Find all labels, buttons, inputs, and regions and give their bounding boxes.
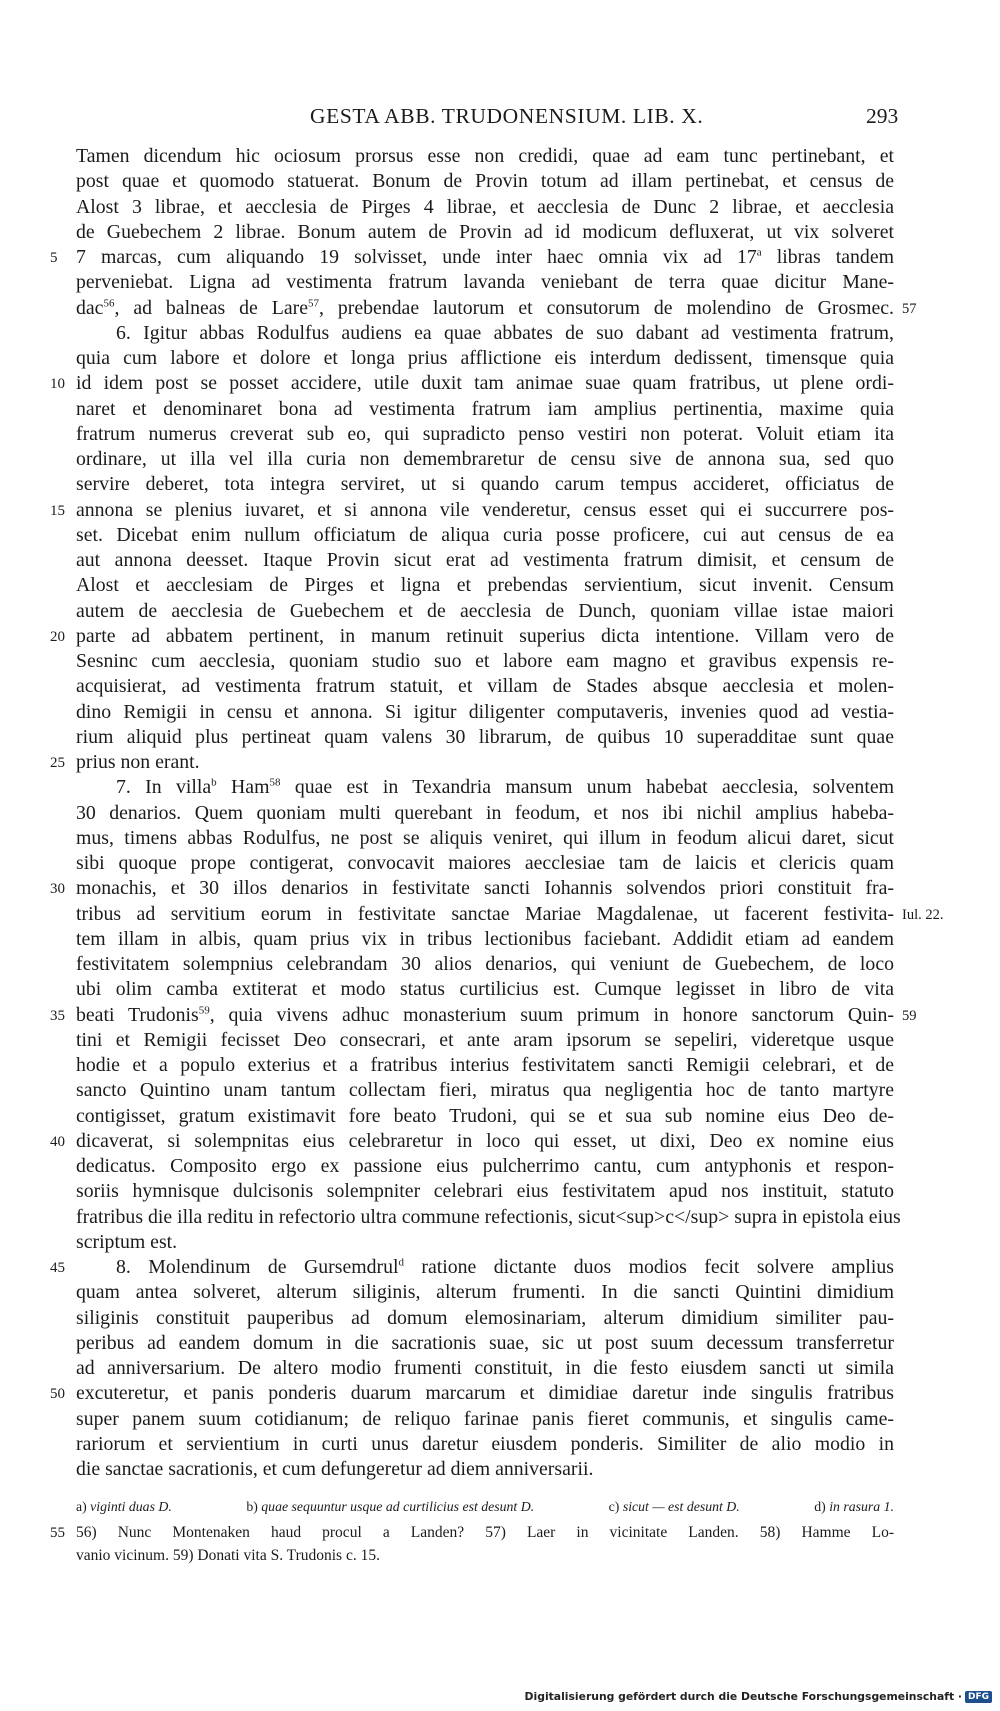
line-text: dedicatus. Composito ergo ex passione eius pulcherrimo cantu, cum antyphonis et respon- [76, 1155, 894, 1177]
line-number: 50 [50, 1386, 65, 1403]
line-number: 40 [50, 1133, 65, 1150]
line-text: super panem suum cotidianum; de reliquo farinae panis fieret communis, et singulis came- [76, 1407, 894, 1430]
line-text: ubi olim camba extiterat et modo status curtilicius est. Cumque legisset in libro de vita [76, 978, 894, 1001]
text-line [76, 977, 894, 1002]
line-text: dac$^{56}$, ad balneas de Lare$^{57}$, prebendae lautorum et consutorum de molendino de Grosmec. [76, 296, 894, 319]
margin-note: 57 [902, 300, 917, 317]
text-line [50, 498, 894, 523]
letter-footnotes [76, 1495, 894, 1517]
text-line [76, 195, 894, 220]
line-text: ad anniversarium. De altero modio frumenti constituit, in die festo eiusdem sancti ut simila [76, 1357, 894, 1379]
line-text: dicaverat, si solempnitas eius celebraretur in loco qui esset, ut dixi, Deo ex nomine eius [76, 1129, 894, 1152]
line-number: 25 [50, 755, 65, 771]
line-text: tini et Remigii fecisset Deo consecrari, et ante aram ipsorum se sepeliri, videretque usque [76, 1028, 894, 1051]
text-line [76, 1028, 894, 1053]
text-line [50, 1381, 894, 1406]
text-line [76, 548, 894, 573]
line-text: rariorum et servientium in curti unus daretur eiusdem ponderis. Similiter de alio modio in [76, 1432, 894, 1455]
line-text: aut annona deesset. Itaque Provin sicut erat ad vestimenta fratrum dimisit, et censum de [76, 549, 894, 571]
text-line [76, 169, 894, 194]
line-text: acquisierat, ad vestimenta fratrum statuit, et villam de Stades absque aecclesia et molen- [76, 675, 894, 698]
text-line [76, 700, 894, 725]
text-line [76, 1432, 894, 1457]
line-number: 20 [50, 628, 65, 645]
line-text: contigisset, gratum existimavit fore beato Trudoni, qui se et sua sub nomine eius Deo de- [76, 1104, 894, 1127]
text-line [76, 1104, 894, 1129]
line-number: 5 [50, 250, 58, 266]
text-line [76, 1280, 894, 1305]
line-text: fratribus die illa reditu in refectorio ultra commune refectionis, sicut<sup>c</sup> supra in epistola eius [76, 1205, 901, 1228]
text-line [50, 1003, 917, 1028]
line-text: post quae et quomodo statuerat. Bonum de Provin totum ad illam pertinebat, et census de [76, 170, 894, 193]
line-text: sibi quoque prope contigerat, convocavit maiores aecclesiae tam de laicis et clericis quam [76, 852, 894, 874]
text-line [50, 371, 894, 396]
line-text: 30 denarios. Quem quoniam multi querebant in feodum, et nos ibi nichil amplius habeba- [76, 801, 894, 824]
line-text: monachis, et 30 illos denarios in festivitate sancti Iohannis solvendos priori constituit fra- [76, 877, 894, 900]
main-text [50, 144, 944, 1482]
line-text: 8. Molendinum de Gursemdrul$^d$ ratione dictante duos modios fecit solvere amplius [116, 1256, 894, 1278]
line-text: scriptum est. [76, 1230, 178, 1253]
text-line [76, 725, 894, 750]
line-text: 7. In villa$^b$ Ham$^{58}$ quae est in Texandria mansum unum habebat aecclesia, solventem [116, 776, 894, 799]
line-number: 35 [50, 1007, 65, 1024]
text-line [50, 1129, 894, 1154]
text-line [76, 422, 894, 447]
line-number: 55 [50, 1525, 65, 1541]
text-line [76, 674, 894, 699]
running-title: GESTA ABB. TRUDONENSIUM. LIB. X. [310, 104, 704, 128]
text-line [50, 750, 894, 775]
line-text: Alost 3 librae, et aecclesia de Pirges 4 librae, et aecclesia de Dunc 2 librae, et aecclesia [76, 195, 894, 218]
line-text: beati Trudonis$^{59}$, quia vivens adhuc monasterium suum primum in honore sanctorum Quin- [76, 1003, 895, 1026]
text-line [76, 599, 894, 624]
text-line [50, 876, 894, 901]
line-text: prius non erant. [76, 751, 200, 773]
running-header [0, 104, 1000, 134]
numbered-footnote-line: vanio vicinum. 59) Donati vita S. Trudonis c. 15. [76, 1547, 380, 1564]
text-line [76, 346, 894, 371]
text-line [76, 447, 894, 472]
dfg-logo: DFG [965, 1691, 992, 1703]
text-line [76, 1356, 894, 1381]
line-text: ordinare, ut illa vel illa curia non demembraretur de censu sive de annona sua, sed quo [76, 448, 894, 470]
text-line [76, 1306, 894, 1331]
line-text: sancto Quintino unam tantum collectam fieri, miratus qua negligentia hoc de tanto martyre [76, 1079, 894, 1102]
line-text: set. Dicebat enim nullum officiatum de aliqua curia posse proficere, cui aut census de ea [76, 523, 894, 546]
footnote-b: b) quae sequuntur usque ad curtilicius est desunt D. [246, 1499, 535, 1514]
text-line [50, 245, 894, 270]
line-text: tribus ad servitium eorum in festivitate sanctae Mariae Magdalenae, ut facerent festivita- [76, 902, 894, 925]
line-number: 45 [50, 1260, 65, 1276]
text-line [76, 1179, 894, 1204]
text-line [76, 775, 894, 800]
line-text: dino Remigii in censu et annona. Si igitur diligenter computaveris, invenies quod ad vestia- [76, 700, 894, 723]
line-text: annona se plenius iuvaret, et si annona vile venderetur, census esset qui ei succurrere pos- [76, 498, 894, 521]
line-text: rium aliquid plus pertineat quam valens 30 librarum, de quibus 10 superadditae sunt quae [76, 725, 894, 748]
margin-note: 59 [902, 1007, 917, 1024]
line-text: 7 marcas, cum aliquando 19 solvisset, unde inter haec omnia vix ad 17$^a$ libras tandem [76, 246, 894, 268]
text-line [76, 296, 917, 321]
footnote-a: a) viginti duas D. [76, 1499, 172, 1514]
footnote-d: d) in rasura 1. [814, 1499, 894, 1514]
text-line [76, 270, 894, 295]
text-line [76, 927, 894, 952]
line-text: servire deberet, tota integra serviret, ut si quando carum tempus accideret, officiatus de [76, 473, 894, 496]
line-text: quam antea solveret, alterum siliginis, alterum frumenti. In die sancti Quintini dimidium [76, 1281, 894, 1304]
line-text: id idem post se posset accidere, utile duxit tam animae suae quam fratribus, ut plene ordi- [76, 372, 894, 395]
line-text: soriis hymnisque dulcisonis solempniter celebrari eius festivitatem apud nos instituit, statuto [76, 1180, 894, 1203]
line-number: 30 [50, 881, 65, 898]
line-text: tem illam in albis, quam prius vix in tribus lectionibus faciebant. Addidit etiam ad eandem [76, 927, 894, 950]
margin-note: Iul. 22. [902, 906, 944, 923]
line-text: de Guebechem 2 librae. Bonum autem de Provin ad id modicum defluxerat, ut vix solveret [76, 220, 894, 243]
line-text: excuteretur, et panis ponderis duarum marcarum et dimidiae daretur inde singulis fratribus [76, 1382, 894, 1405]
text-line [76, 801, 894, 826]
text-line [76, 321, 894, 346]
text-line [50, 624, 894, 649]
line-text: fratrum numerus creverat sub eo, qui supradicto penso vestiri non poterat. Voluit etiam ita [76, 422, 894, 445]
text-line [76, 1407, 894, 1432]
text-line [76, 397, 894, 422]
text-line [76, 1457, 894, 1482]
page-number: 293 [866, 104, 899, 128]
line-text: peribus ad eandem domum in die sacrationis suae, sic ut post suum decessum transferretur [76, 1331, 894, 1354]
line-number: 10 [50, 376, 65, 393]
footnote-c: c) sicut — est desunt D. [608, 1499, 740, 1514]
line-text: Alost et aecclesiam de Pirges et ligna et prebendas servientium, sicut invenit. Censum [76, 574, 894, 597]
line-text: siliginis constituit pauperibus ad domum elemosinariam, alterum dimidium similiter pau- [76, 1306, 894, 1329]
line-number: 15 [50, 502, 65, 519]
line-text: festivitatem solempnius celebrandam 30 alios denarios, qui veniunt de Guebechem, de loco [76, 953, 894, 975]
text-line [76, 1230, 894, 1255]
digitization-credit [525, 1690, 992, 1703]
line-text: hodie et a populo exterius et a fratribus interius festivitatem sancti Remigii celebrari, et de [76, 1054, 894, 1076]
text-line [76, 1331, 894, 1356]
credit-text: Digitalisierung gefördert durch die Deutsche Forschungsgemeinschaft · [524, 1690, 962, 1703]
line-text: perveniebat. Ligna ad vestimenta fratrum lavanda veniebant de terra quae dicitur Mane- [76, 271, 894, 294]
text-line [76, 952, 894, 977]
line-text: naret et denominaret bona ad vestimenta fratrum iam amplius pertinentia, maxime quia [76, 397, 894, 420]
line-text: Sesninc cum aecclesia, quoniam studio suo et labore eam magno et gravibus expensis re- [76, 650, 894, 672]
text-line [76, 1205, 901, 1230]
text-line [76, 472, 894, 497]
line-text: parte ad abbatem pertinent, in manum retinuit superius dicta intentione. Villam vero de [76, 624, 894, 647]
text-line [76, 523, 894, 548]
text-line [76, 1078, 894, 1103]
text-line [76, 851, 894, 876]
line-text: die sanctae sacrationis, et cum defungeretur ad diem anniversarii. [76, 1458, 594, 1480]
text-line [76, 1053, 894, 1078]
text-line [76, 902, 944, 927]
numbered-footnote-line: 55 56) Nunc Montenaken haud procul a Landen? 57) Laer in vicinitate Landen. 58) Hamme Lo- [76, 1521, 894, 1544]
text-line [76, 220, 894, 245]
text-line [76, 144, 894, 169]
line-text: quia cum labore et dolore et longa prius afflictione eis interdum dedissent, timensque quia [76, 347, 894, 369]
line-text: mus, timens abbas Rodulfus, ne post se aliquis veniret, qui illum in feodum alicui daret, sicut [76, 826, 894, 849]
footnotes [50, 1495, 894, 1567]
line-text: 6. Igitur abbas Rodulfus audiens ea quae abbates de suo dabant ad vestimenta fratrum, [116, 321, 894, 344]
text-line [76, 649, 894, 674]
text-line [50, 1255, 894, 1280]
text-line [76, 826, 894, 851]
text-line [76, 573, 894, 598]
line-text: Tamen dicendum hic ociosum prorsus esse non credidi, quae ad eam tunc pertinebant, et [76, 145, 894, 167]
text-line [76, 1154, 894, 1179]
line-text: autem de aecclesia de Guebechem et de aecclesia de Dunch, quoniam villae istae maiori [76, 599, 894, 622]
